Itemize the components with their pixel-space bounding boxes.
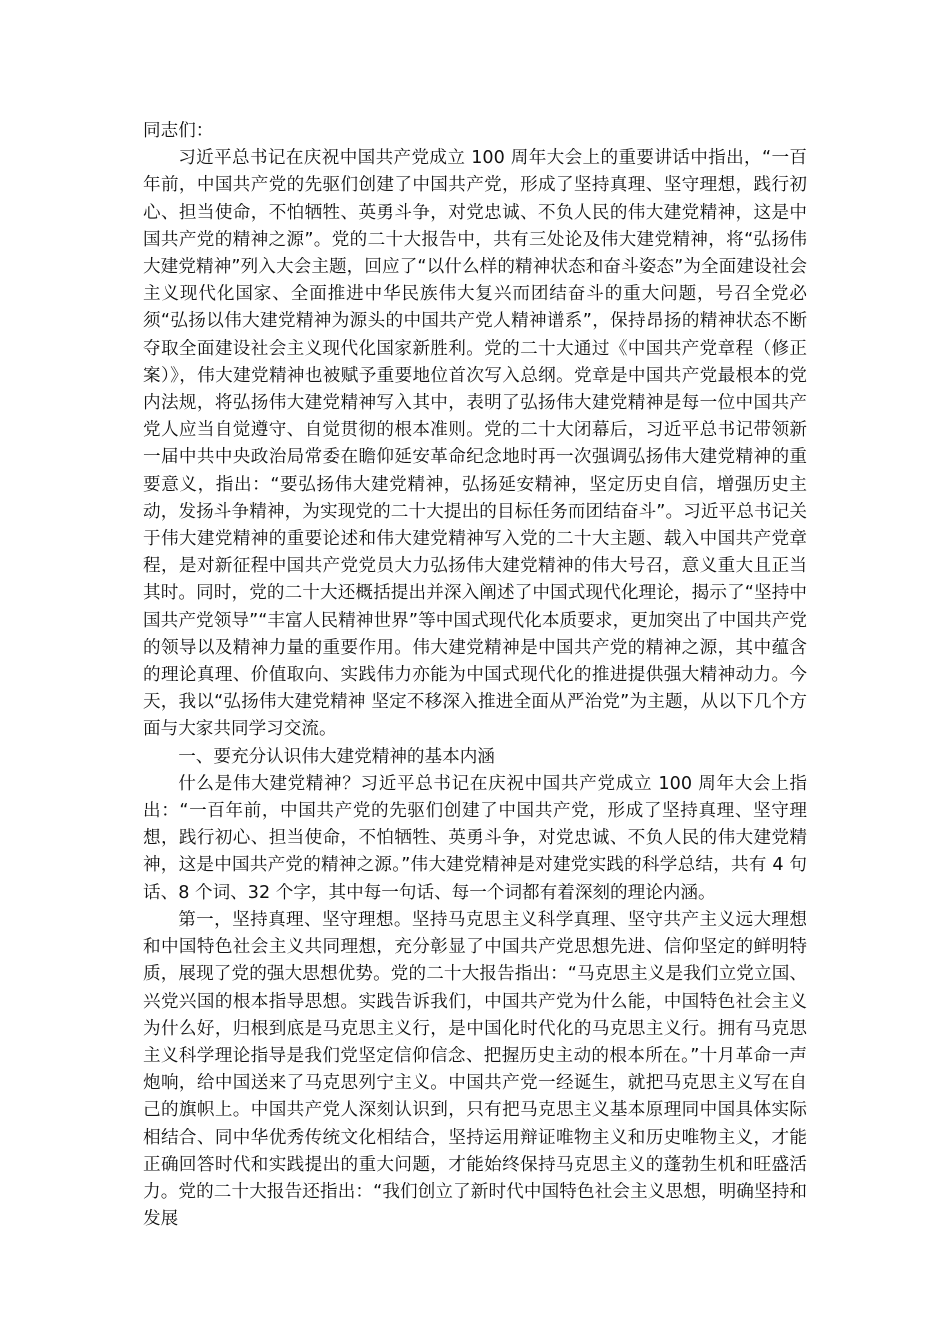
section-heading-1: 一、要充分认识伟大建党精神的基本内涵 [178, 746, 495, 767]
paragraph-first-point: 第一，坚持真理、坚守理想。坚持马克思主义科学真理、坚守共产主义远大理想和中国特色社会主义共同理想，充分彰显了中国共产党思想先进、信仰坚定的鲜明特质，展现了党的强大思想优势。党的二十大报告指出：“马克思主义是我们立党立国、兴党兴国的根本指导思想。实践告诉我们，中国共产党为什么能，中国特色社会主义为什么好，归根到底是马克思主义行，是中国化时代化的马克思主义行。拥有马克思主义科学理论指导是我们党坚定信仰信念、把握历史主动的根本所在。”十月革命一声炮响，给中国送来了马克思列宁主义。中国共产党一经诞生，就把马克思主义写在自己的旗帜上。中国共产党人深刻认识到，只有把马克思主义基本原理同中国具体实际相结合、同中华优秀传统文化相结合，坚持运用辩证唯物主义和历史唯物主义，才能正确回答时代和实践提出的重大问题，才能始终保持马克思主义的蓬勃生机和旺盛活力。党的二十大报告还指出：“我们创立了新时代中国特色社会主义思想，明确坚持和发展 [143, 909, 807, 1230]
paragraph-intro: 习近平总书记在庆祝中国共产党成立 100 周年大会上的重要讲话中指出，“一百年前，中国共产党的先驱们创建了中国共产党，形成了坚持真理、坚守理想，践行初心、担当使命，不怕牺牲、英勇斗争，对党忠诚、不负人民的伟大建党精神，这是中国共产党的精神之源”。党的二十大报告中，共有三处论及伟大建党精神，将“弘扬伟大建党精神”列入大会主题，回应了“以什么样的精神状态和奋斗姿态”为全面建设社会主义现代化国家、全面推进中华民族伟大复兴而团结奋斗的重大问题，号召全党必须“弘扬以伟大建党精神为源头的中国共产党人精神谱系”，保持昂扬的精神状态不断夺取全面建设社会主义现代化国家新胜利。党的二十大通过《中国共产党章程（修正案）》，伟大建党精神也被赋予重要地位首次写入总纲。党章是中国共产党最根本的党内法规，将弘扬伟大建党精神写入其中，表明了弘扬伟大建党精神是每一位中国共产党人应当自觉遵守、自觉贯彻的根本准则。党的二十大闭幕后，习近平总书记带领新一届中共中央政治局常委在瞻仰延安革命纪念地时再一次强调弘扬伟大建党精神的重要意义，指出：“要弘扬伟大建党精神，弘扬延安精神，坚定历史自信，增强历史主动，发扬斗争精神，为实现党的二十大提出的目标任务而团结奋斗”。习近平总书记关于伟大建党精神的重要论述和伟大建党精神写入党的二十大主题、载入中国共产党章程，是对新征程中国共产党党员大力弘扬伟大建党精神的伟大号召，意义重大且正当其时。同时，党的二十大还概括提出并深入阐述了中国式现代化理论，揭示了“坚持中国共产党领导”“丰富人民精神世界”等中国式现代化本质要求，更加突出了中国共产党的领导以及精神力量的重要作用。伟大建党精神是中国共产党的精神之源，其中蕴含的理论真理、价值取向、实践伟力亦能为中国式现代化的推进提供强大精神动力。今天，我以“弘扬伟大建党精神 坚定不移深入推进全面从严治党”为主题，从以下几个方面与大家共同学习交流。 [143, 148, 807, 740]
salutation: 同志们： [143, 121, 214, 141]
paragraph-definition: 什么是伟大建党精神？习近平总书记在庆祝中国共产党成立 100 周年大会上指出：“一百年前，中国共产党的先驱们创建了中国共产党，形成了坚持真理、坚守理想，践行初心、担当使命，不怕牺牲、英勇斗争，对党忠诚、不负人民的伟大建党精神，这是中国共产党的精神之源。”伟大建党精神是对建党实践的科学总结，共有 4 句话、8 个词、32 个字，其中每一句话、每一个词都有着深刻的理论内涵。 [143, 773, 807, 903]
document-page [143, 118, 807, 1233]
